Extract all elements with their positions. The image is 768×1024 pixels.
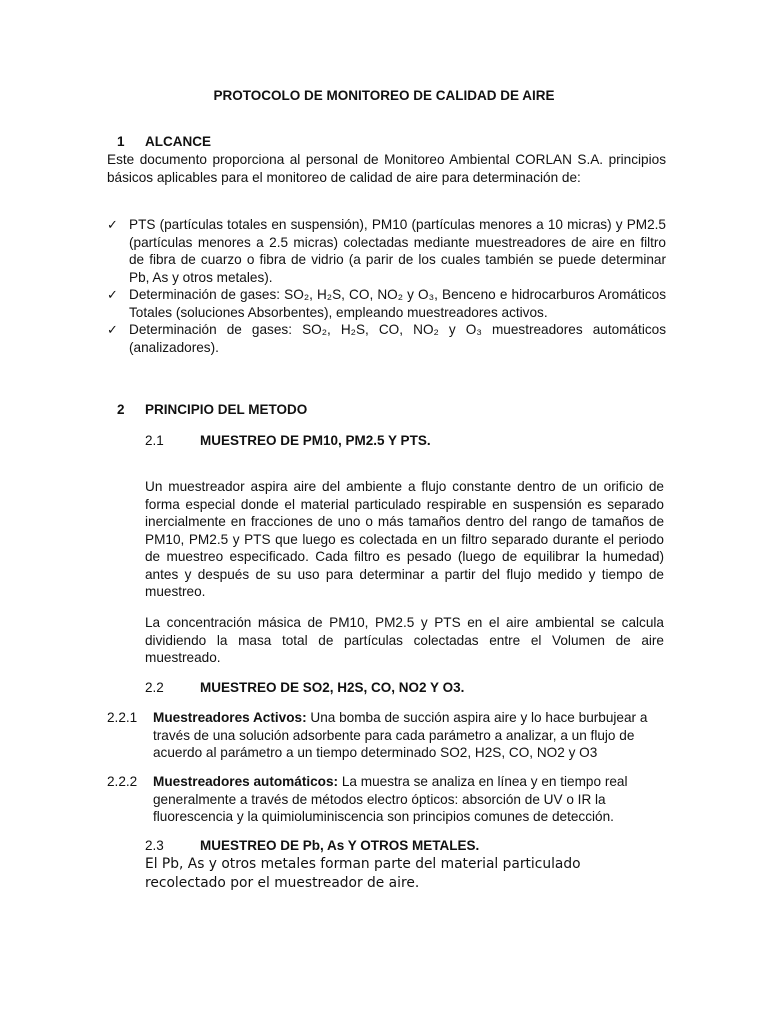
subsection-2-2-2-body xyxy=(153,773,667,826)
section-1-heading xyxy=(117,134,211,149)
section-2-heading xyxy=(117,402,307,417)
subsection-2-3-heading xyxy=(145,838,479,853)
subsection-2-2-title: MUESTREO DE SO2, H2S, CO, NO2 Y O3. xyxy=(200,680,465,695)
subsection-2-2-1-body xyxy=(153,709,667,762)
section-1-number: 1 xyxy=(117,134,125,149)
subsection-2-2-2-label: Muestreadores automáticos: xyxy=(153,774,339,789)
subsection-2-2-1-text: Una bomba de succión aspira aire y lo hace burbujear a través de una solución adsorbente para cada parámetro a analizar, a un flujo de acuerdo al parámetro a un tiempo determinado SO2, H2S, CO, NO2 y O3 xyxy=(153,710,648,760)
subsection-2-3-title: MUESTREO DE Pb, As Y OTROS METALES. xyxy=(200,838,480,853)
subsection-2-2-1-label: Muestreadores Activos: xyxy=(153,710,307,725)
section-2-title: PRINCIPIO DEL METODO xyxy=(145,402,308,417)
document-title: PROTOCOLO DE MONITOREO DE CALIDAD DE AIRE xyxy=(213,88,555,103)
subsection-2-2-2-number: 2.2.2 xyxy=(107,774,138,789)
subsection-2-3-text: El Pb, As y otros metales forman parte del material particulado recolectado por el muestreador de aire. xyxy=(145,856,581,891)
subsection-2-1-heading xyxy=(145,433,431,448)
subsection-2-1-title: MUESTREO DE PM10, PM2.5 Y PTS. xyxy=(200,433,431,448)
bullet-item-pts xyxy=(107,216,666,288)
bullet-item-gases-auto xyxy=(107,321,666,357)
bullet-text: Determinación de gases: SO₂, H₂S, CO, NO₂ y O₃, Benceno e hidrocarburos Aromáticos Totales (soluciones Absorbentes), empleando muestreadores activos. xyxy=(129,287,666,320)
subsection-2-3-number: 2.3 xyxy=(145,838,164,853)
bullet-item-gases-active xyxy=(107,286,666,322)
subsection-2-2-heading xyxy=(145,680,464,695)
subsection-2-2-2-text: La muestra se analiza en línea y en tiempo real generalmente a través de métodos electro ópticos: absorción de UV o IR la fluorescencia y la quimioluminiscencia son principios comunes de detección. xyxy=(153,774,628,824)
subsection-2-2-number: 2.2 xyxy=(145,680,164,695)
bullet-text: PTS (partículas totales en suspensión), PM10 (partículas menores a 10 micras) y PM2.5 (partículas menores a 2.5 micras) colectadas mediante muestreadores de aire en filtro de fibra de cuarzo o fibra de vidrio (a parir de los cuales también se puede determinar Pb, As y otros metales). xyxy=(129,217,666,285)
subsection-2-1-number: 2.1 xyxy=(145,433,164,448)
check-mark-icon: ✓ xyxy=(107,287,118,302)
subsection-2-1-paragraph-1: Un muestreador aspira aire del ambiente a flujo constante dentro de un orificio de forma especial donde el material particulado respirable en suspensión es separado inercialmente en fracciones de uno o más tamaños dentro del rango de tamaños de PM10, PM2.5 y PTS que luego es colectada en un filtro separado durante el periodo de muestreo especificado. Cada filtro es pesado (luego de equilibrar la humedad) antes y después de su uso para determinar a partir del flujo medido y tiempo de muestreo. xyxy=(145,479,664,599)
bullet-text: Determinación de gases: SO₂, H₂S, CO, NO₂ y O₃ muestreadores automáticos (analizadores). xyxy=(129,322,666,355)
subsection-2-2-1-number: 2.2.1 xyxy=(107,710,138,725)
section-1-title: ALCANCE xyxy=(145,134,211,149)
check-mark-icon: ✓ xyxy=(107,322,118,337)
subsection-2-1-paragraph-2: La concentración másica de PM10, PM2.5 y PTS en el aire ambiental se calcula dividiendo la masa total de partículas colectadas entre el Volumen de aire muestreado. xyxy=(145,615,664,665)
section-1-intro: Este documento proporciona al personal de Monitoreo Ambiental CORLAN S.A. principios básicos aplicables para el monitoreo de calidad de aire para determinación de: xyxy=(107,152,666,185)
section-2-number: 2 xyxy=(117,402,125,417)
check-mark-icon: ✓ xyxy=(107,217,118,232)
